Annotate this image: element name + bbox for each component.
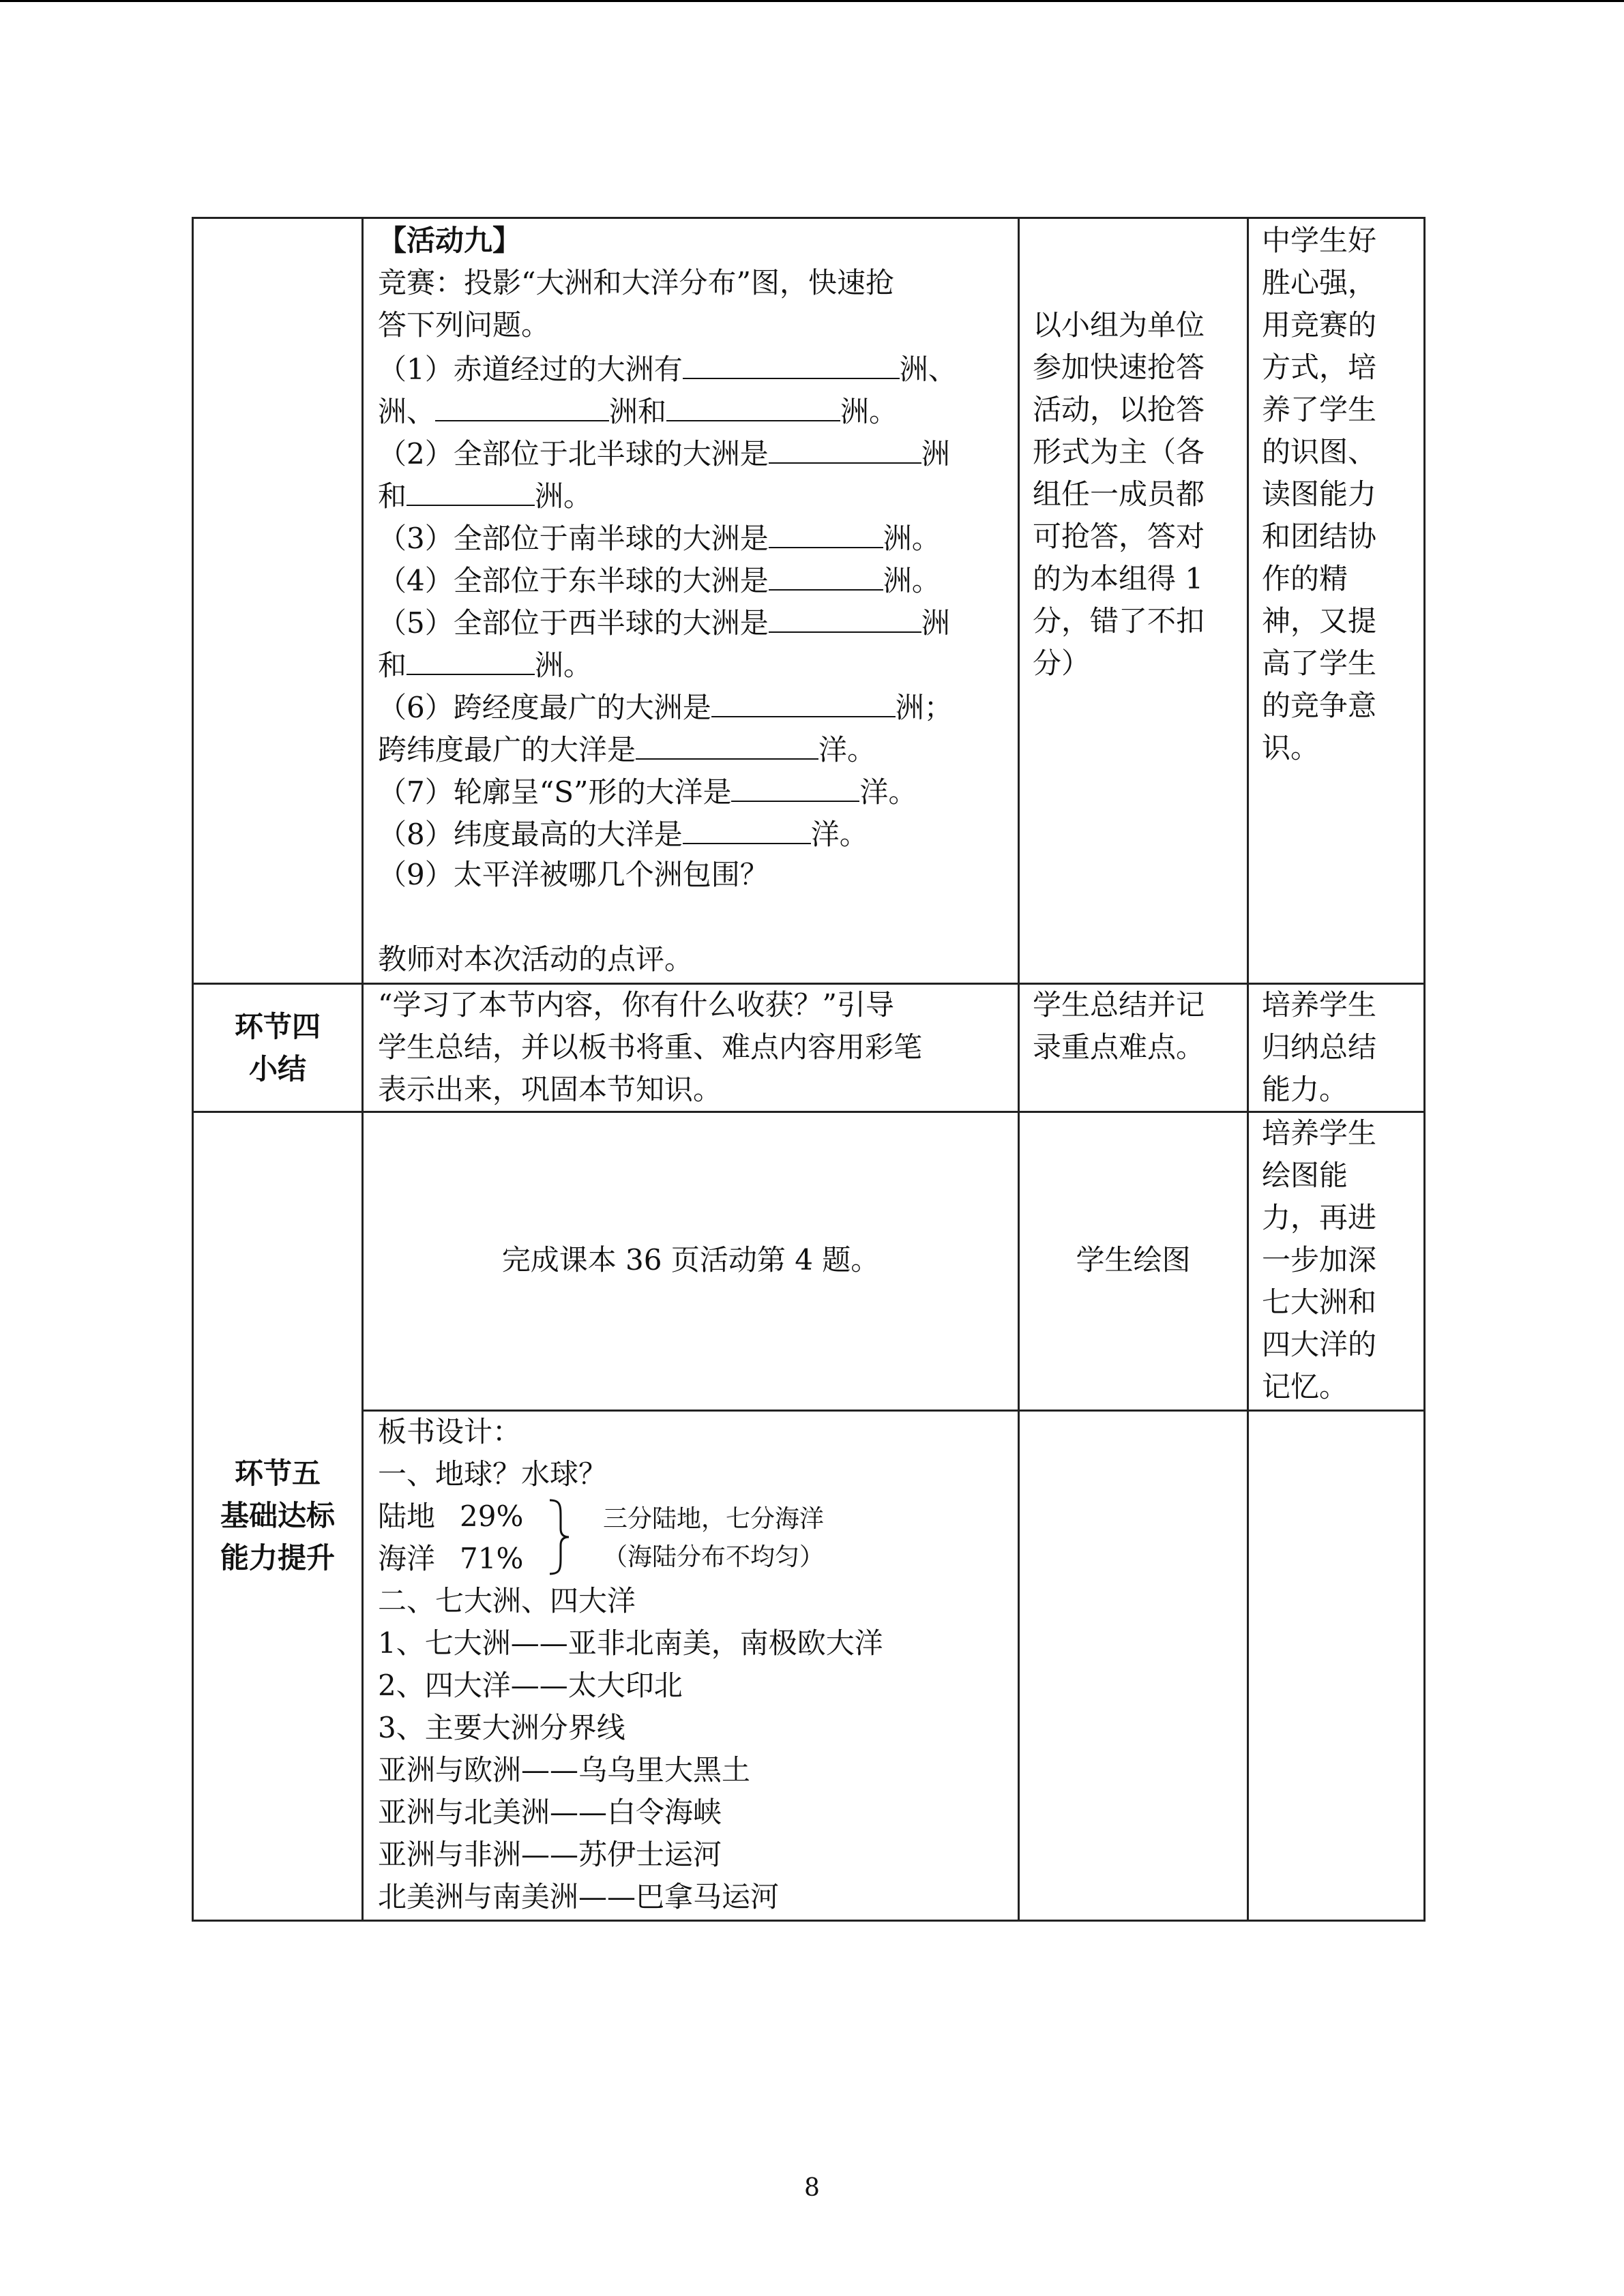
top-border bbox=[0, 0, 1624, 2]
answer-blank bbox=[683, 346, 900, 379]
section4-teacher: “学习了本节内容，你有什么收获？”引导 学生总结，并以板书将重、难点内容用彩笔 表示出来，巩固本节知识。 bbox=[378, 988, 923, 1106]
activity-intro-1: 竞赛：投影“大洲和大洋分布”图，快速抢 bbox=[378, 266, 894, 299]
answer-blank bbox=[683, 811, 811, 844]
activity-title: 【活动九】 bbox=[378, 224, 522, 257]
question-1-cont: 洲、 洲和 洲。 bbox=[378, 389, 1012, 431]
table-border-right bbox=[1423, 217, 1426, 1922]
question-4: （4）全部位于东半球的大洲是 洲。 bbox=[378, 558, 1012, 600]
question-2: （2）全部位于北半球的大洲是 洲 bbox=[378, 431, 1012, 473]
answer-blank bbox=[407, 473, 535, 506]
col-divider-2 bbox=[1018, 217, 1020, 1922]
ocean-row: 海洋 71% bbox=[378, 1542, 524, 1575]
section4-student: 学生总结并记 录重点难点。 bbox=[1033, 988, 1205, 1064]
table-border-bottom bbox=[192, 1920, 1426, 1922]
section5-task: 完成课本 36 页活动第 4 题。 bbox=[501, 1243, 880, 1277]
question-5-cont: 和 洲。 bbox=[378, 642, 1012, 685]
question-1: （1）赤道经过的大洲有 洲、 bbox=[378, 346, 1012, 389]
question-3: （3）全部位于南半球的大洲是 洲。 bbox=[378, 516, 1012, 558]
teacher-comment: 教师对本次活动的点评。 bbox=[378, 942, 694, 976]
question-6-cont: 跨纬度最广的大洋是 洋。 bbox=[378, 727, 1012, 769]
answer-blank bbox=[769, 558, 883, 591]
board-notes: 三分陆地，七分海洋 （海陆分布不均匀） bbox=[603, 1505, 825, 1571]
table-border-top bbox=[192, 217, 1426, 219]
board-design: 板书设计： 一、地球？水球？ 陆地 29% 海洋 71% 二、七大洲、四大洋 1、七大洲——亚非北南美，南极欧大洋 2、四大洋——太大印北 3、主要大洲分界线 亚洲与欧洲——乌乌里大黑土 亚洲与北美洲——白令海峡 亚洲与非洲——苏伊士运河 北美洲与南美洲——巴拿马运河 bbox=[378, 1411, 1012, 1918]
activity-student-activity: 以小组为单位 参加快速抢答 活动，以抢答 形式为主（各 组任一成员都 可抢答，答对 的为本组得 1 分，错了不扣 分） bbox=[1033, 308, 1205, 680]
answer-blank bbox=[711, 685, 896, 717]
question-6: （6）跨经度最广的大洲是 洲； bbox=[378, 685, 1012, 727]
col-divider-3 bbox=[1247, 217, 1249, 1922]
section5-label: 环节五 基础达标 能力提升 bbox=[220, 1457, 335, 1575]
page-number: 8 bbox=[804, 2174, 820, 2202]
answer-blank bbox=[731, 769, 859, 802]
right-brace-icon bbox=[546, 1497, 573, 1577]
activity-intro-2: 答下列问题。 bbox=[378, 308, 550, 342]
answer-blank bbox=[407, 642, 535, 675]
answer-blank bbox=[666, 389, 840, 421]
row-divider-2 bbox=[192, 1111, 1426, 1113]
spacer bbox=[378, 896, 1012, 938]
land-row: 陆地 29% bbox=[378, 1500, 524, 1533]
answer-blank bbox=[769, 431, 921, 464]
answer-blank bbox=[769, 600, 921, 633]
section4-label: 环节四 小结 bbox=[234, 1010, 321, 1086]
answer-blank bbox=[769, 516, 883, 548]
section5-intent: 培养学生 绘图能 力，再进 一步加深 七大洲和 四大洋的 记忆。 bbox=[1262, 1116, 1377, 1403]
board-heading-2: 二、七大洲、四大洋 bbox=[378, 1584, 636, 1617]
col-divider-1 bbox=[361, 217, 364, 1922]
board-title: 板书设计： bbox=[378, 1415, 522, 1448]
question-8: （8）纬度最高的大洋是 洋。 bbox=[378, 811, 1012, 854]
question-2-cont: 和 洲。 bbox=[378, 473, 1012, 516]
activity-content bbox=[378, 220, 1012, 981]
section4-intent: 培养学生 归纳总结 能力。 bbox=[1262, 988, 1377, 1106]
board-heading-1: 一、地球？水球？ bbox=[378, 1457, 608, 1491]
question-5: （5）全部位于西半球的大洲是 洲 bbox=[378, 600, 1012, 642]
answer-blank bbox=[435, 389, 609, 421]
question-9: （9）太平洋被哪几个洲包围？ bbox=[378, 858, 769, 891]
activity-design-intent: 中学生好 胜心强， 用竞赛的 方式，培 养了学生 的识图、 读图能力 和团结协 作的精 神，又提 高了学生 的竞争意 识。 bbox=[1262, 224, 1377, 764]
section5-student: 学生绘图 bbox=[1076, 1243, 1191, 1277]
question-7: （7）轮廓呈“S”形的大洋是 洋。 bbox=[378, 769, 1012, 811]
answer-blank bbox=[636, 727, 818, 760]
